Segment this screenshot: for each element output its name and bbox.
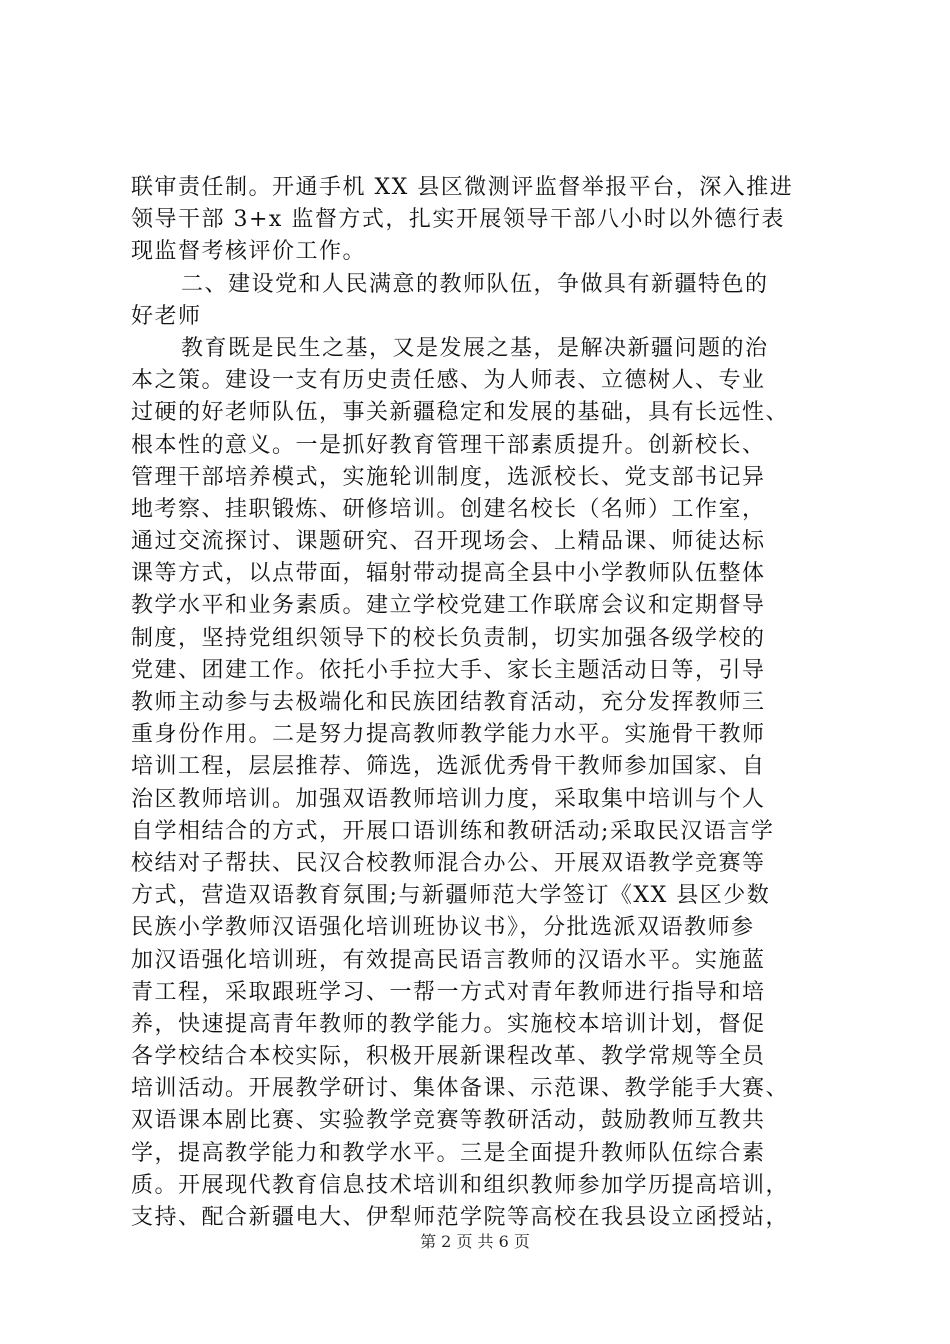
text-line: 双语课本剧比赛、实验教学竞赛等教研活动，鼓励教师互教共 (131, 1108, 766, 1134)
page-number-footer: 第 2 页 共 6 页 (420, 1232, 530, 1251)
text-line: 培训活动。开展教学研讨、集体备课、示范课、教学能手大赛、 (131, 1076, 790, 1102)
text-line: 党建、团建工作。依托小手拉大手、家长主题活动日等，引导 (131, 657, 766, 683)
text-line: 现监督考核评价工作。 (131, 239, 367, 265)
body-text (131, 172, 821, 1234)
text-line: 支持、配合新疆电大、伊犁师范学院等高校在我县设立函授站， (131, 1205, 790, 1230)
text-line: 加汉语强化培训班，有效提高民语言教师的汉语水平。实施蓝 (131, 947, 766, 973)
text-line: 重身份作用。二是努力提高教师教学能力水平。实施骨干教师 (131, 722, 766, 748)
text-line: 质。开展现代教育信息技术培训和组织教师参加学历提高培训， (131, 1172, 790, 1198)
text-line: 养，快速提高青年教师的教学能力。实施校本培训计划，督促 (131, 1011, 766, 1037)
text-line: 制度，坚持党组织领导下的校长负责制，切实加强各级学校的 (131, 625, 766, 651)
text-line: 治区教师培训。加强双语教师培训力度，采取集中培训与个人 (131, 786, 766, 812)
text-line: 过硬的好老师队伍，事关新疆稳定和发展的基础，具有长远性、 (131, 400, 790, 426)
text-line: 自学相结合的方式，开展口语训练和教研活动;采取民汉语言学 (131, 818, 775, 844)
text-line: 教育既是民生之基，又是发展之基，是解决新疆问题的治 (181, 335, 769, 361)
text-line: 青工程，采取跟班学习、一帮一方式对青年教师进行指导和培 (131, 979, 766, 1005)
text-line: 各学校结合本校实际，积极开展新课程改革、教学常规等全员 (131, 1044, 766, 1070)
text-line: 地考察、挂职锻炼、研修培训。创建名校长（名师）工作室， (131, 496, 766, 522)
text-line: 教学水平和业务素质。建立学校党建工作联席会议和定期督导 (131, 593, 766, 619)
text-line: 民族小学教师汉语强化培训班协议书》，分批选派双语教师参 (131, 915, 755, 941)
text-line: 领导干部 3+x 监督方式，扎实开展领导干部八小时以外德行表 (131, 207, 785, 233)
text-line: 方式，营造双语教育氛围;与新疆师范大学签订《XX 县区少数 (131, 883, 771, 909)
text-line: 联审责任制。开通手机 XX 县区微测评监督举报平台，深入推进 (131, 175, 794, 200)
text-line: 学，提高教学能力和教学水平。三是全面提升教师队伍综合素 (131, 1140, 766, 1166)
text-line: 校结对子帮扶、民汉合校教师混合办公、开展双语教学竞赛等 (131, 850, 766, 876)
text-line: 培训工程，层层推荐、筛选，选派优秀骨干教师参加国家、自 (131, 754, 766, 780)
text-line: 本之策。建设一支有历史责任感、为人师表、立德树人、专业 (131, 368, 766, 394)
text-line: 管理干部培养模式，实施轮训制度，选派校长、党支部书记异 (131, 464, 766, 490)
text-line: 根本性的意义。一是抓好教育管理干部素质提升。创新校长、 (131, 432, 766, 458)
section-heading-line: 好老师 (131, 303, 202, 329)
text-line: 课等方式，以点带面，辐射带动提高全县中小学教师队伍整体 (131, 561, 766, 587)
text-line: 教师主动参与去极端化和民族团结教育活动，充分发挥教师三 (131, 690, 766, 715)
section-heading-line: 二、建设党和人民满意的教师队伍，争做具有新疆特色的 (181, 271, 769, 297)
text-line: 通过交流探讨、课题研究、召开现场会、上精品课、师徒达标 (131, 529, 766, 555)
